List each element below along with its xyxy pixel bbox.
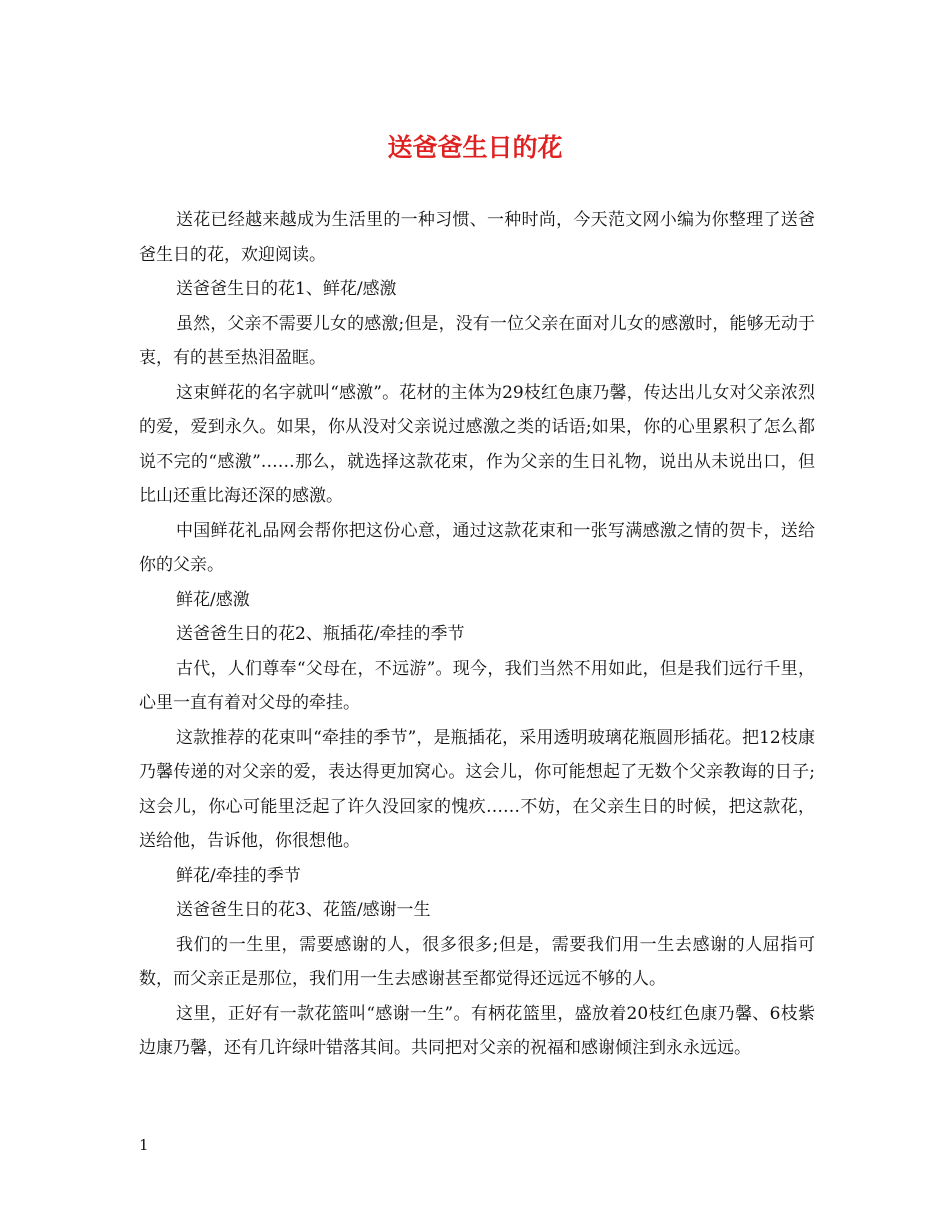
paragraph: 古代，人们尊奉“父母在，不远游”。现今，我们当然不用如此，但是我们远行千里，心里一直有着对父母的牵挂。 (139, 658, 815, 713)
page-number: 1 (139, 1136, 149, 1154)
paragraph-intro: 送花已经越来越成为生活里的一种习惯、一种时尚，今天范文网小编为你整理了送爸爸生日的花，欢迎阅读。 (139, 210, 815, 265)
section-heading-3: 送爸爸生日的花3、花篮/感谢一生 (176, 900, 431, 920)
paragraph: 这款推荐的花束叫“牵挂的季节”，是瓶插花，采用透明玻璃花瓶圆形插花。把12枝康乃馨传递的对父亲的爱，表达得更加窝心。这会儿，你可能想起了无数个父亲教诲的日子;这会儿，你心可能里泛起了许久没回家的愧疚……不妨，在父亲生日的时候，把这款花，送给他，告诉他，你很想他。 (139, 727, 815, 851)
image-caption: 鲜花/牵挂的季节 (176, 865, 301, 886)
paragraph: 这里，正好有一款花篮叫“感谢一生”。有柄花篮里，盛放着20枝红色康乃馨、6枝紫边康乃馨，还有几许绿叶错落其间。共同把对父亲的祝福和感谢倾注到永永远远。 (139, 1003, 815, 1058)
document-body (139, 203, 815, 1066)
document-title: 送爸爸生日的花 (387, 133, 563, 162)
section-heading-2: 送爸爸生日的花2、瓶插花/牵挂的季节 (176, 624, 465, 644)
paragraph: 虽然，父亲不需要儿女的感激;但是，没有一位父亲在面对儿女的感激时，能够无动于衷，有的甚至热泪盈眶。 (139, 313, 815, 368)
image-caption: 鲜花/感激 (176, 589, 250, 610)
paragraph: 中国鲜花礼品网会帮你把这份心意，通过这款花束和一张写满感激之情的贺卡，送给你的父亲。 (139, 520, 815, 575)
paragraph: 这束鲜花的名字就叫“感激”。花材的主体为29枝红色康乃馨，传达出儿女对父亲浓烈的爱，爱到永久。如果，你从没对父亲说过感激之类的话语;如果，你的心里累积了怎么都说不完的“感激”……那么，就选择这款花束，作为父亲的生日礼物，说出从未说出口，但比山还重比海还深的感激。 (139, 382, 815, 506)
paragraph: 我们的一生里，需要感谢的人，很多很多;但是，需要我们用一生去感谢的人屈指可数，而父亲正是那位，我们用一生去感谢甚至都觉得还远远不够的人。 (139, 934, 815, 989)
section-heading-1: 送爸爸生日的花1、鲜花/感激 (176, 279, 397, 299)
